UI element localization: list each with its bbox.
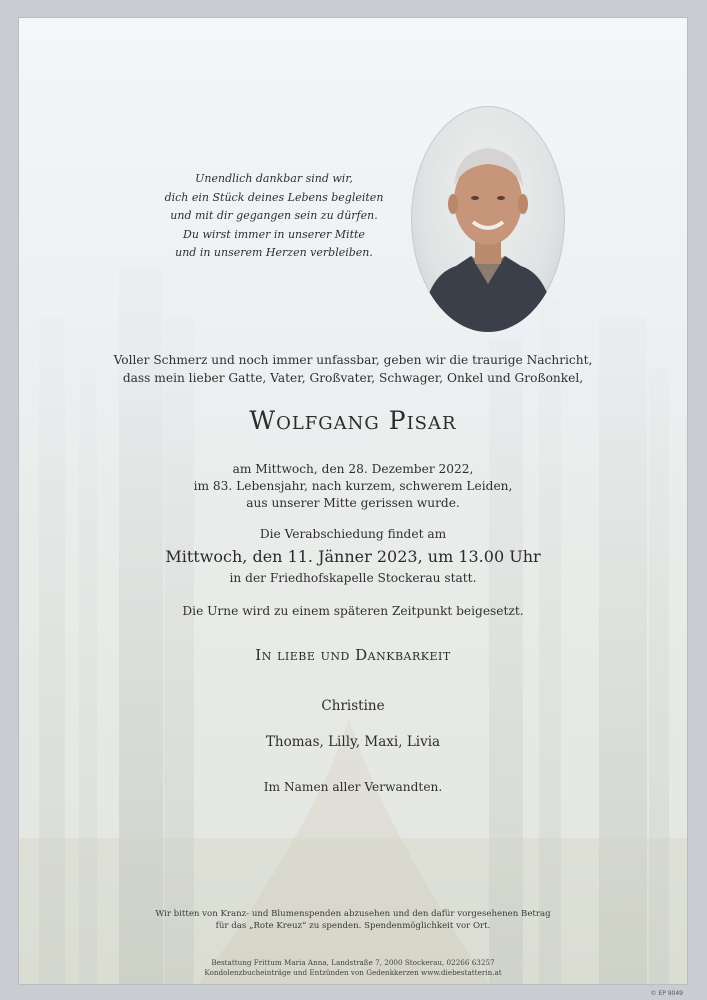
poem-line: Unendlich dankbar sind wir, bbox=[195, 172, 353, 185]
intro-line: Voller Schmerz und noch immer unfassbar, geben wir die traurige Nachricht, bbox=[113, 353, 593, 367]
poem-line: und in unserem Herzen verbleiben. bbox=[175, 246, 373, 259]
relatives-line: Im Namen aller Verwandten. bbox=[263, 780, 443, 794]
intro-text bbox=[59, 351, 647, 387]
donation-request-line: Wir bitten von Kranz- und Blumenspenden abzusehen und den dafür vorgesehenen Betrag bbox=[155, 909, 551, 919]
deceased-name: Wolfgang Pisar bbox=[249, 406, 457, 435]
death-info bbox=[59, 461, 647, 512]
poem-line: dich ein Stück deines Lebens begleiten bbox=[164, 190, 384, 204]
love-line: In liebe und Dankbarkeit bbox=[255, 646, 451, 664]
ceremony-date: Mittwoch, den 11. Jänner 2023, um 13.00 Uhr bbox=[165, 547, 541, 566]
undertaker-line: Bestattung Frittum Maria Anna, Landstraße 7, 2000 Stockerau, 02266 63257 bbox=[211, 958, 495, 967]
farewell-intro: Die Verabschiedung findet am bbox=[259, 527, 447, 541]
urn-note: Die Urne wird zu einem späteren Zeitpunkt beigesetzt. bbox=[182, 604, 524, 618]
poem bbox=[119, 170, 429, 263]
portrait-photo bbox=[411, 106, 565, 332]
print-code: © EP 9049 bbox=[650, 990, 683, 997]
donation-request-line: für das „Rote Kreuz“ zu spenden. Spendenmöglichkeit vor Ort. bbox=[215, 921, 491, 931]
poem-line: Du wirst immer in unserer Mitte bbox=[183, 227, 365, 241]
obituary-card bbox=[18, 17, 688, 985]
poem-line: und mit dir gegangen sein zu dürfen. bbox=[170, 209, 378, 222]
undertaker-info bbox=[79, 958, 627, 978]
family-line-children: Thomas, Lilly, Maxi, Livia bbox=[265, 734, 441, 750]
ceremony-place: in der Friedhofskapelle Stockerau statt. bbox=[229, 571, 477, 585]
death-info-line: im 83. Lebensjahr, nach kurzem, schwerem Leiden, bbox=[193, 479, 513, 493]
donation-request bbox=[79, 908, 627, 932]
death-info-line: am Mittwoch, den 28. Dezember 2022, bbox=[232, 462, 474, 476]
portrait-image bbox=[411, 106, 565, 332]
intro-line: dass mein lieber Gatte, Vater, Großvater, Schwager, Onkel und Großonkel, bbox=[122, 371, 584, 385]
death-info-line: aus unserer Mitte gerissen wurde. bbox=[246, 496, 460, 510]
family-line-spouse: Christine bbox=[321, 698, 385, 714]
undertaker-line: Kondolenzbucheinträge und Entzünden von Gedenkkerzen www.diebestatterin.at bbox=[204, 968, 502, 977]
